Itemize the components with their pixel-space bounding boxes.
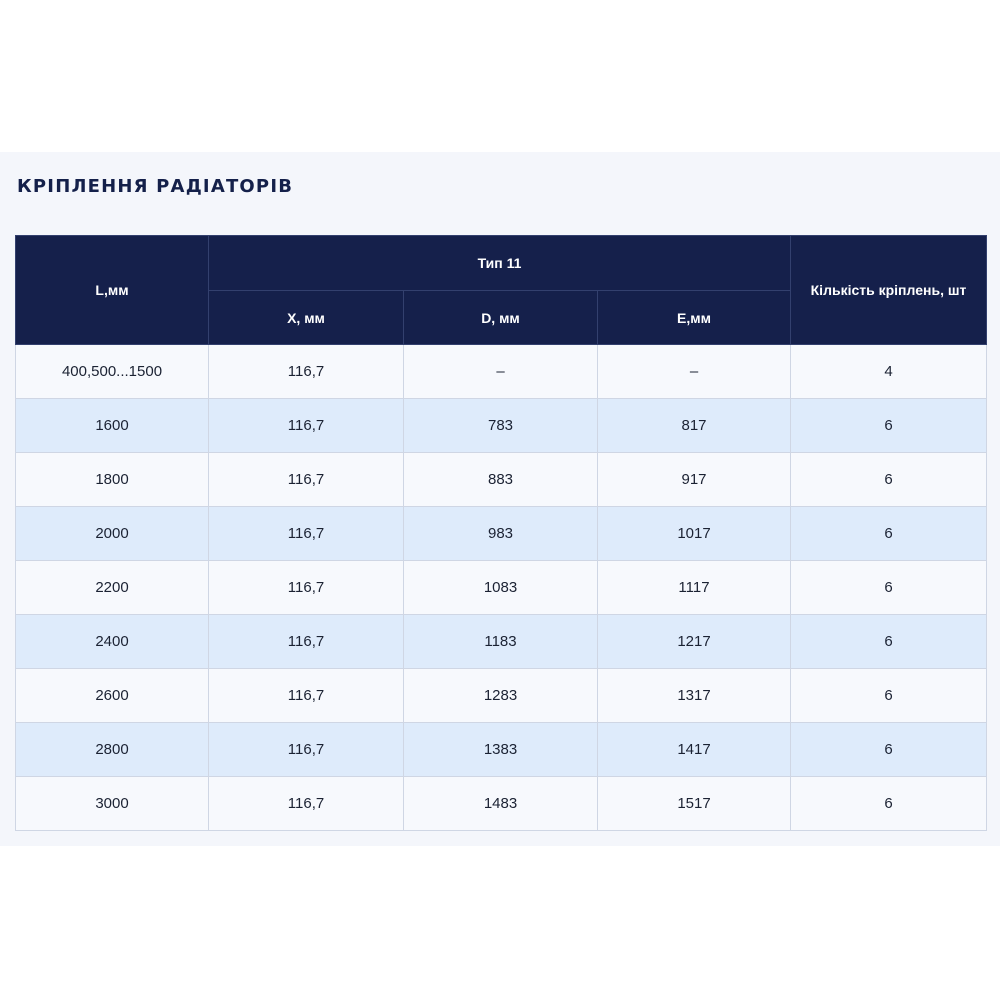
cell-length: 2400 [16, 615, 209, 669]
cell-length: 2800 [16, 723, 209, 777]
cell-e: 817 [598, 399, 791, 453]
cell-length: 3000 [16, 777, 209, 831]
cell-qty: 6 [791, 615, 987, 669]
cell-x: 116,7 [209, 561, 404, 615]
header-e: E,мм [598, 291, 791, 345]
cell-d: 1383 [404, 723, 598, 777]
cell-qty: 6 [791, 507, 987, 561]
cell-e: 1117 [598, 561, 791, 615]
cell-d: 1183 [404, 615, 598, 669]
table-row [16, 345, 987, 399]
table-row [16, 669, 987, 723]
page-title: КРІПЛЕННЯ РАДІАТОРІВ [17, 176, 294, 197]
header-type-11: Тип 11 [209, 236, 791, 291]
cell-length: 2200 [16, 561, 209, 615]
cell-qty: 6 [791, 777, 987, 831]
table-header [16, 236, 987, 345]
cell-x: 116,7 [209, 669, 404, 723]
cell-d: – [404, 345, 598, 399]
cell-length: 1600 [16, 399, 209, 453]
header-mount-count: Кількість кріплень, шт [791, 236, 987, 345]
cell-e: 1217 [598, 615, 791, 669]
cell-qty: 6 [791, 399, 987, 453]
table-row [16, 777, 987, 831]
cell-qty: 4 [791, 345, 987, 399]
cell-d: 883 [404, 453, 598, 507]
cell-length: 2000 [16, 507, 209, 561]
cell-e: 1017 [598, 507, 791, 561]
cell-e: 1317 [598, 669, 791, 723]
cell-e: – [598, 345, 791, 399]
cell-x: 116,7 [209, 507, 404, 561]
cell-x: 116,7 [209, 345, 404, 399]
header-d: D, мм [404, 291, 598, 345]
table-row [16, 615, 987, 669]
cell-length: 400,500...1500 [16, 345, 209, 399]
cell-x: 116,7 [209, 399, 404, 453]
header-length: L,мм [16, 236, 209, 345]
cell-d: 1483 [404, 777, 598, 831]
table-row [16, 399, 987, 453]
cell-d: 1083 [404, 561, 598, 615]
header-x: X, мм [209, 291, 404, 345]
table-row [16, 453, 987, 507]
cell-d: 1283 [404, 669, 598, 723]
cell-qty: 6 [791, 723, 987, 777]
table-body [16, 345, 987, 831]
cell-e: 1517 [598, 777, 791, 831]
cell-x: 116,7 [209, 615, 404, 669]
radiator-mount-table [15, 235, 987, 831]
cell-e: 917 [598, 453, 791, 507]
cell-x: 116,7 [209, 723, 404, 777]
cell-e: 1417 [598, 723, 791, 777]
cell-qty: 6 [791, 453, 987, 507]
table-row [16, 723, 987, 777]
cell-d: 983 [404, 507, 598, 561]
table-row [16, 507, 987, 561]
cell-x: 116,7 [209, 777, 404, 831]
cell-qty: 6 [791, 669, 987, 723]
cell-length: 2600 [16, 669, 209, 723]
table-row [16, 561, 987, 615]
cell-length: 1800 [16, 453, 209, 507]
cell-x: 116,7 [209, 453, 404, 507]
cell-qty: 6 [791, 561, 987, 615]
cell-d: 783 [404, 399, 598, 453]
